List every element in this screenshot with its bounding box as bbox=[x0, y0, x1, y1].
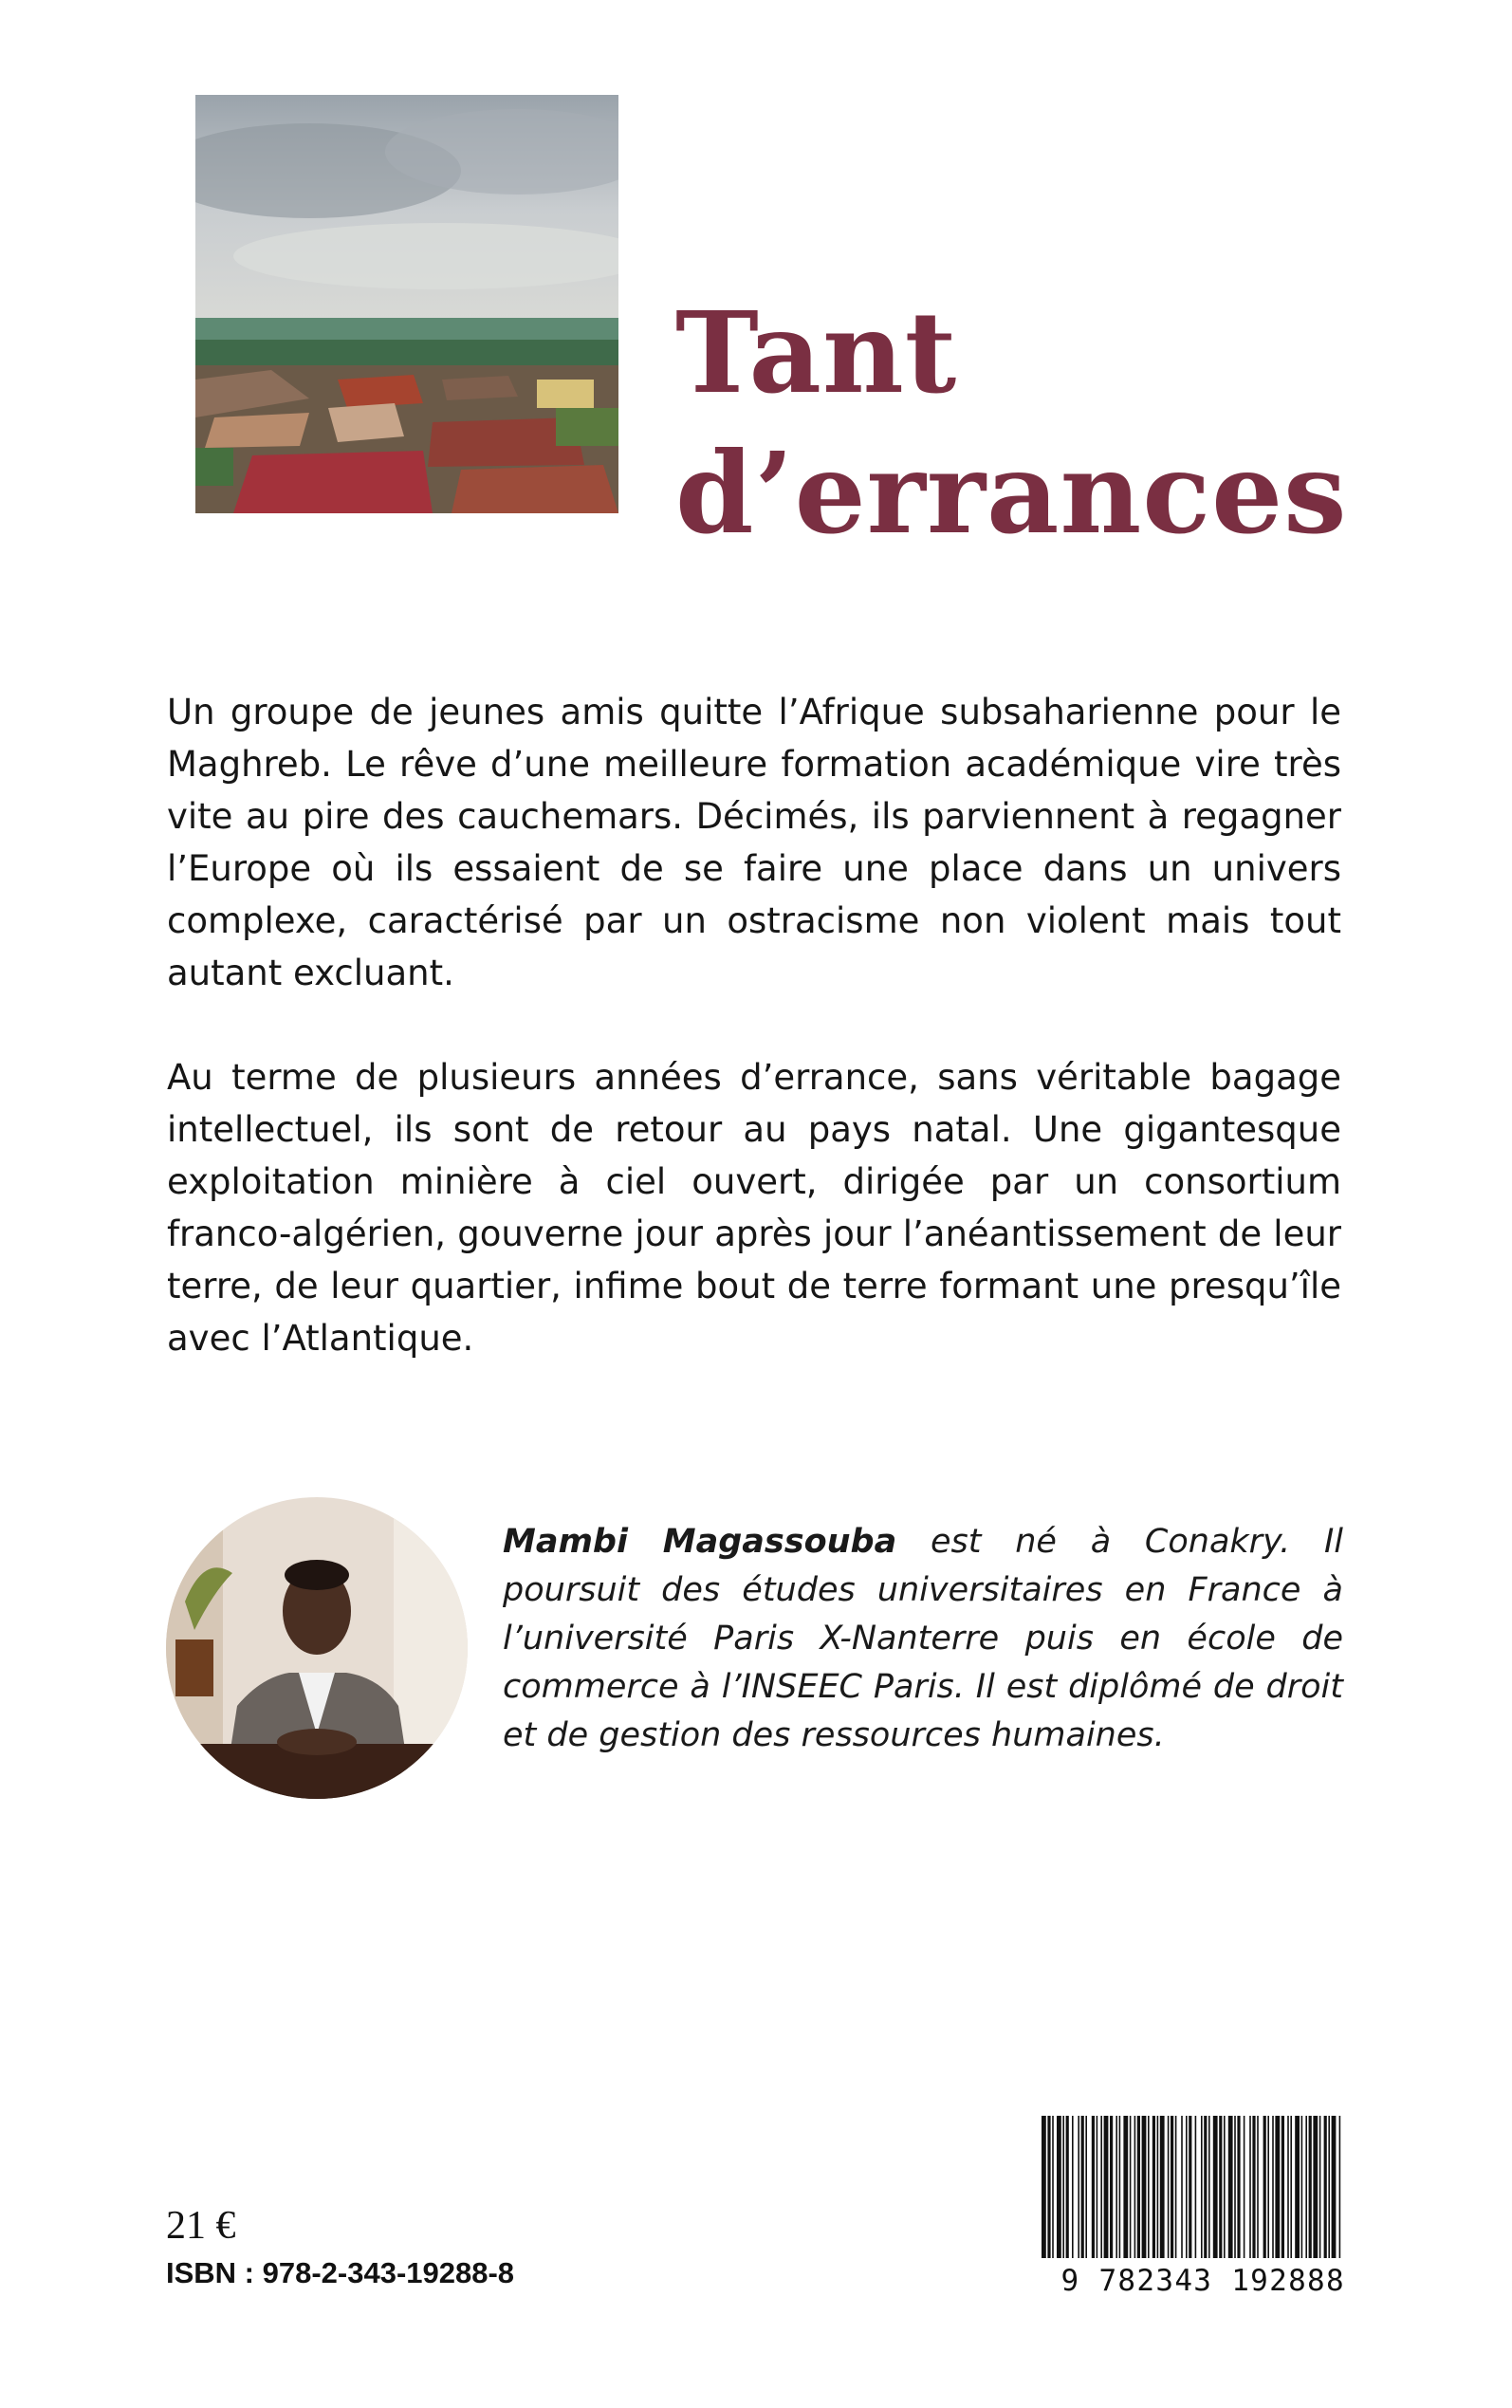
barcode-bar bbox=[1057, 2116, 1061, 2258]
barcode-bar bbox=[1252, 2116, 1255, 2258]
barcode-bar bbox=[1204, 2116, 1207, 2258]
book-title bbox=[675, 283, 1453, 564]
barcode-bar bbox=[1104, 2116, 1109, 2258]
barcode-bar bbox=[1301, 2116, 1303, 2258]
barcode-bar bbox=[1148, 2116, 1150, 2258]
barcode-bar bbox=[1097, 2116, 1098, 2258]
price: 21 € bbox=[166, 2204, 236, 2248]
barcode-bar bbox=[1275, 2116, 1280, 2258]
barcode-bar bbox=[1267, 2116, 1269, 2258]
barcode-bar bbox=[1287, 2116, 1289, 2258]
barcode-bar bbox=[1208, 2116, 1210, 2258]
barcode-bar bbox=[1224, 2116, 1226, 2258]
barcode-bar bbox=[1332, 2116, 1337, 2258]
barcode-bar bbox=[1171, 2116, 1173, 2258]
barcode-bar bbox=[1142, 2116, 1147, 2258]
barcode-bar bbox=[1213, 2116, 1218, 2258]
author-bio-text: est né à Conakry. Il poursuit des études universitaires en France à l’université Paris X-Nanterre puis en école de commerce à l’INSEEC Paris. Il est diplômé de droit et de gestion des ressources humaines. bbox=[503, 1523, 1343, 1754]
barcode-bar bbox=[1244, 2116, 1245, 2258]
barcode-bar bbox=[1282, 2116, 1284, 2258]
barcode-bar bbox=[1078, 2116, 1079, 2258]
author-name: Mambi Magassouba bbox=[503, 1523, 897, 1561]
author-photo bbox=[166, 1497, 468, 1799]
summary-paragraph-2: Au terme de plusieurs années d’errance, sans véritable bagage intellectuel, ils sont de retour au pays natal. Une gigantesque exploitation minière à ciel ouvert, dirigée par un consortium franco-algérien, gouverne jour après jour l’anéantissement de leur terre, de leur quartier, infime bout de terre formant une presqu’île avec l’Atlantique. bbox=[167, 1057, 1341, 1359]
barcode-bar bbox=[1249, 2116, 1251, 2258]
barcode-bar bbox=[1219, 2116, 1222, 2258]
barcode-bar bbox=[1324, 2116, 1327, 2258]
title-line-1: Tant bbox=[675, 287, 958, 418]
barcode-bar bbox=[1257, 2116, 1259, 2258]
barcode-bar bbox=[1134, 2116, 1136, 2258]
barcode-bar bbox=[1160, 2116, 1165, 2258]
barcode-bar bbox=[1234, 2116, 1236, 2258]
barcode-bar bbox=[1175, 2116, 1177, 2258]
barcode-bar bbox=[1116, 2116, 1117, 2258]
barcode-bar bbox=[1047, 2116, 1050, 2258]
barcode-bar bbox=[1339, 2116, 1341, 2258]
barcode-bar bbox=[1157, 2116, 1159, 2258]
title-line-2: d’errances bbox=[675, 427, 1348, 559]
barcode-digits: 9 782343 192888 bbox=[1060, 2264, 1345, 2298]
barcode-bar bbox=[1042, 2116, 1046, 2258]
barcode-bar bbox=[1168, 2116, 1170, 2258]
isbn: ISBN : 978-2-343-19288-8 bbox=[166, 2256, 515, 2289]
cover-photo bbox=[195, 95, 618, 513]
summary-paragraph-1: Un groupe de jeunes amis quitte l’Afrique subsaharienne pour le Maghreb. Le rêve d’une meilleure formation académique vire très vite au pire des cauchemars. Décimés, ils parviennent à regagner l’Europe où ils essaient de se faire une place dans un univers complexe, caractérisé par un ostracisme non violent mais tout autant excluant. bbox=[167, 692, 1341, 993]
barcode-bar bbox=[1201, 2116, 1203, 2258]
barcode-bar bbox=[1309, 2116, 1312, 2258]
barcode-bar bbox=[1100, 2116, 1102, 2258]
barcode-bar bbox=[1081, 2116, 1084, 2258]
barcode-bar bbox=[1186, 2116, 1188, 2258]
barcode-bar bbox=[1319, 2116, 1321, 2258]
barcode-bar bbox=[1052, 2116, 1054, 2258]
barcode-bar bbox=[1062, 2116, 1064, 2258]
barcode-bar bbox=[1237, 2116, 1240, 2258]
barcode-bar bbox=[1137, 2116, 1140, 2258]
barcode-bar bbox=[1130, 2116, 1132, 2258]
barcode-bar bbox=[1181, 2116, 1183, 2258]
barcode-bar bbox=[1295, 2116, 1300, 2258]
barcode-bar bbox=[1328, 2116, 1330, 2258]
barcode-bar bbox=[1290, 2116, 1292, 2258]
barcode-bar bbox=[1305, 2116, 1307, 2258]
barcode-bar bbox=[1110, 2116, 1113, 2258]
barcode-bar bbox=[1195, 2116, 1197, 2258]
barcode-bar bbox=[1085, 2116, 1087, 2258]
barcode-bar bbox=[1189, 2116, 1191, 2258]
barcode-bar bbox=[1228, 2116, 1233, 2258]
barcode-bar bbox=[1119, 2116, 1121, 2258]
barcode-bar bbox=[1092, 2116, 1095, 2258]
barcode-bar bbox=[1072, 2116, 1074, 2258]
barcode-bar bbox=[1263, 2116, 1266, 2258]
barcode-bar bbox=[1272, 2116, 1274, 2258]
barcode-bar bbox=[1313, 2116, 1318, 2258]
barcode-bar bbox=[1066, 2116, 1069, 2258]
barcode-bar bbox=[1152, 2116, 1155, 2258]
author-bio bbox=[503, 1518, 1343, 1760]
barcode-bar bbox=[1123, 2116, 1128, 2258]
